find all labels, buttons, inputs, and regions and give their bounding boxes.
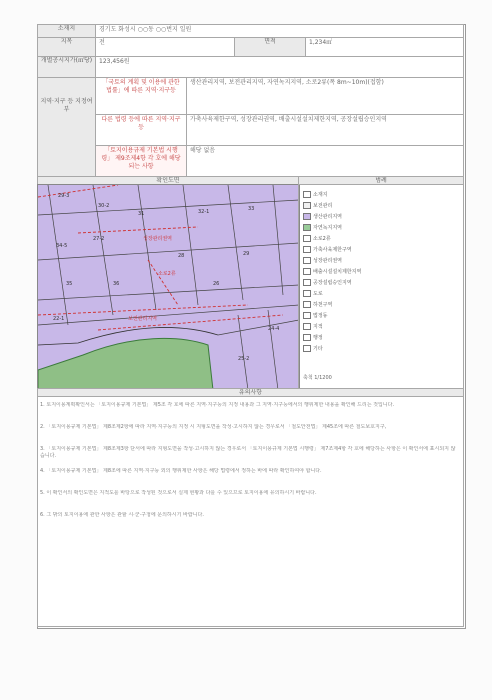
map-label-9: 35 (66, 281, 73, 287)
map-label-8: 29 (243, 251, 250, 257)
legend-label: 하천구역 (313, 302, 333, 308)
map-label-0: 29-3 (58, 193, 70, 199)
map-label-5: 34-5 (56, 243, 68, 249)
legend-label: 법정동 (313, 313, 328, 319)
legend-label: 지적 (313, 324, 323, 330)
legend-item (303, 334, 323, 342)
map-scale: 축척 1/1200 (303, 375, 332, 381)
legend-panel (298, 184, 464, 389)
legend-swatch (303, 202, 311, 209)
legend-label: 소로2류 (313, 236, 331, 242)
row3-label: 개별공시지가(㎡당) (37, 56, 96, 78)
row2-area-value: 1,234㎡ (305, 37, 464, 57)
row1-value: 경기도 화성시 ○○동 ○○번지 일원 (95, 24, 464, 38)
legend-item (303, 301, 332, 309)
note-paragraph: 1. 토지이용계획확인서는 「토지이용규제 기본법」 제5조 각 호에 따른 지역·지구등의 지정 내용과 그 지역·지구등에서의 행위제한 내용을 확인해 드리는 것입니다. (40, 402, 395, 408)
map-label-12: 22-1 (53, 316, 65, 322)
legend-label: 배출시설설치제한지역 (313, 269, 362, 275)
legend-item (303, 191, 328, 199)
map-label-3: 32-1 (198, 209, 210, 215)
note-paragraph: 4. 「토지이용규제 기본법」 제8조에 따른 지역·지구등 외의 행위제한 사항은 해당 법령에서 정하는 바에 따라 확인하여야 합니다. (40, 468, 322, 474)
legend-swatch (303, 279, 311, 286)
legend-label: 기타 (313, 346, 323, 352)
legend-swatch (303, 257, 311, 264)
map-label-16: 소로2류 (158, 271, 176, 277)
legend-label: 자연녹지지역 (313, 225, 342, 231)
legend-swatch (303, 224, 311, 231)
legend-label: 성장관리권역 (313, 258, 342, 264)
legend-swatch (303, 246, 311, 253)
zone-a-label: 「국토의 계획 및 이용에 관한 법률」에 따른 지역·지구등 (95, 77, 187, 115)
zone-c-text: 해당 없음 (186, 145, 464, 177)
legend-label: 도로 (313, 291, 323, 297)
map-label-10: 36 (113, 281, 120, 287)
legend-item (303, 224, 342, 232)
legend-swatch (303, 213, 311, 220)
map-title: 확인도면 (37, 176, 299, 185)
legend-item (303, 279, 352, 287)
legend-swatch (303, 268, 311, 275)
legend-label: 생산관리지역 (313, 214, 342, 220)
legend-swatch (303, 323, 311, 330)
legend-swatch (303, 191, 311, 198)
map-label-1: 30-2 (98, 203, 110, 209)
legend-item (303, 323, 323, 331)
legend-item (303, 290, 323, 298)
legend-item (303, 345, 323, 353)
legend-item (303, 235, 331, 243)
note-paragraph: 2. 「토지이용규제 기본법」 제8조제2항에 따라 지역·지구등의 지정 시 지형도면을 작성·고시하지 않는 경우로서 「철도안전법」 제45조에 따른 철도보호지구, (40, 424, 387, 430)
legend-label: 행정 (313, 335, 323, 341)
note-paragraph: 3. 「토지이용규제 기본법」 제8조제3항 단서에 따라 지형도면을 작성·고시하지 않는 경우로서 「토지이용규제 기본법 시행령」 제7조제4항 각 호에 해당하는 사항은 이 확인서에 표시되지 않습니다. (40, 446, 456, 459)
zone-a-text: 생산관리지역, 보전관리지역, 자연녹지지역, 소로2류(폭 8m~10m)(접함) (186, 77, 464, 115)
zone-label: 지역·지구 등 지정여부 (37, 77, 96, 177)
row2-label: 지목 (37, 37, 96, 57)
legend-item (303, 268, 361, 276)
row3-value: 123,456원 (95, 56, 464, 78)
map-label-15: 성장관리권역 (143, 236, 172, 242)
legend-item (303, 202, 332, 210)
map-label-4: 33 (248, 206, 255, 212)
legend-label: 공장설립승인지역 (313, 280, 352, 286)
map-label-14: 25-2 (238, 356, 250, 362)
legend-swatch (303, 334, 311, 341)
notes-title: 유의사항 (37, 388, 464, 397)
zone-c-label: 「토지이용규제 기본법 시행령」 제9조제4항 각 호에 해당되는 사항 (95, 145, 187, 177)
map-label-6: 27-2 (93, 236, 105, 242)
zone-b-label: 다른 법령 등에 따른 지역·지구등 (95, 114, 187, 146)
map-svg (38, 185, 299, 390)
legend-title: 범례 (298, 176, 464, 185)
legend-swatch (303, 345, 311, 352)
confirmation-map (37, 184, 300, 391)
legend-label: 가축사육제한구역 (313, 247, 352, 253)
legend-swatch (303, 312, 311, 319)
map-label-11: 26 (213, 281, 220, 287)
row1-label: 소재지 (37, 24, 96, 38)
legend-label: 보전관리 (313, 203, 333, 209)
row2-value: 전 (95, 37, 235, 57)
row2-area-label: 면적 (234, 37, 306, 57)
legend-item (303, 246, 352, 254)
legend-item (303, 312, 328, 320)
legend-item (303, 257, 342, 265)
map-label-7: 28 (178, 253, 185, 259)
map-label-17: 보전관리지역 (128, 316, 157, 322)
legend-item (303, 213, 342, 221)
note-paragraph: 6. 그 밖의 토지이용에 관한 사항은 관할 시·군·구청에 문의하시기 바랍니다. (40, 512, 204, 518)
legend-label: 소재지 (313, 192, 328, 198)
legend-swatch (303, 290, 311, 297)
legend-swatch (303, 301, 311, 308)
note-paragraph: 5. 이 확인서의 확인도면은 지적도를 바탕으로 작성된 것으로서 실제 현황과 다를 수 있으므로 토지이용에 유의하시기 바랍니다. (40, 490, 317, 496)
zone-b-text: 가축사육제한구역, 성장관리권역, 배출시설설치제한지역, 공장설립승인지역 (186, 114, 464, 146)
map-label-2: 31 (138, 211, 145, 217)
legend-swatch (303, 235, 311, 242)
map-label-13: 24-4 (268, 326, 280, 332)
